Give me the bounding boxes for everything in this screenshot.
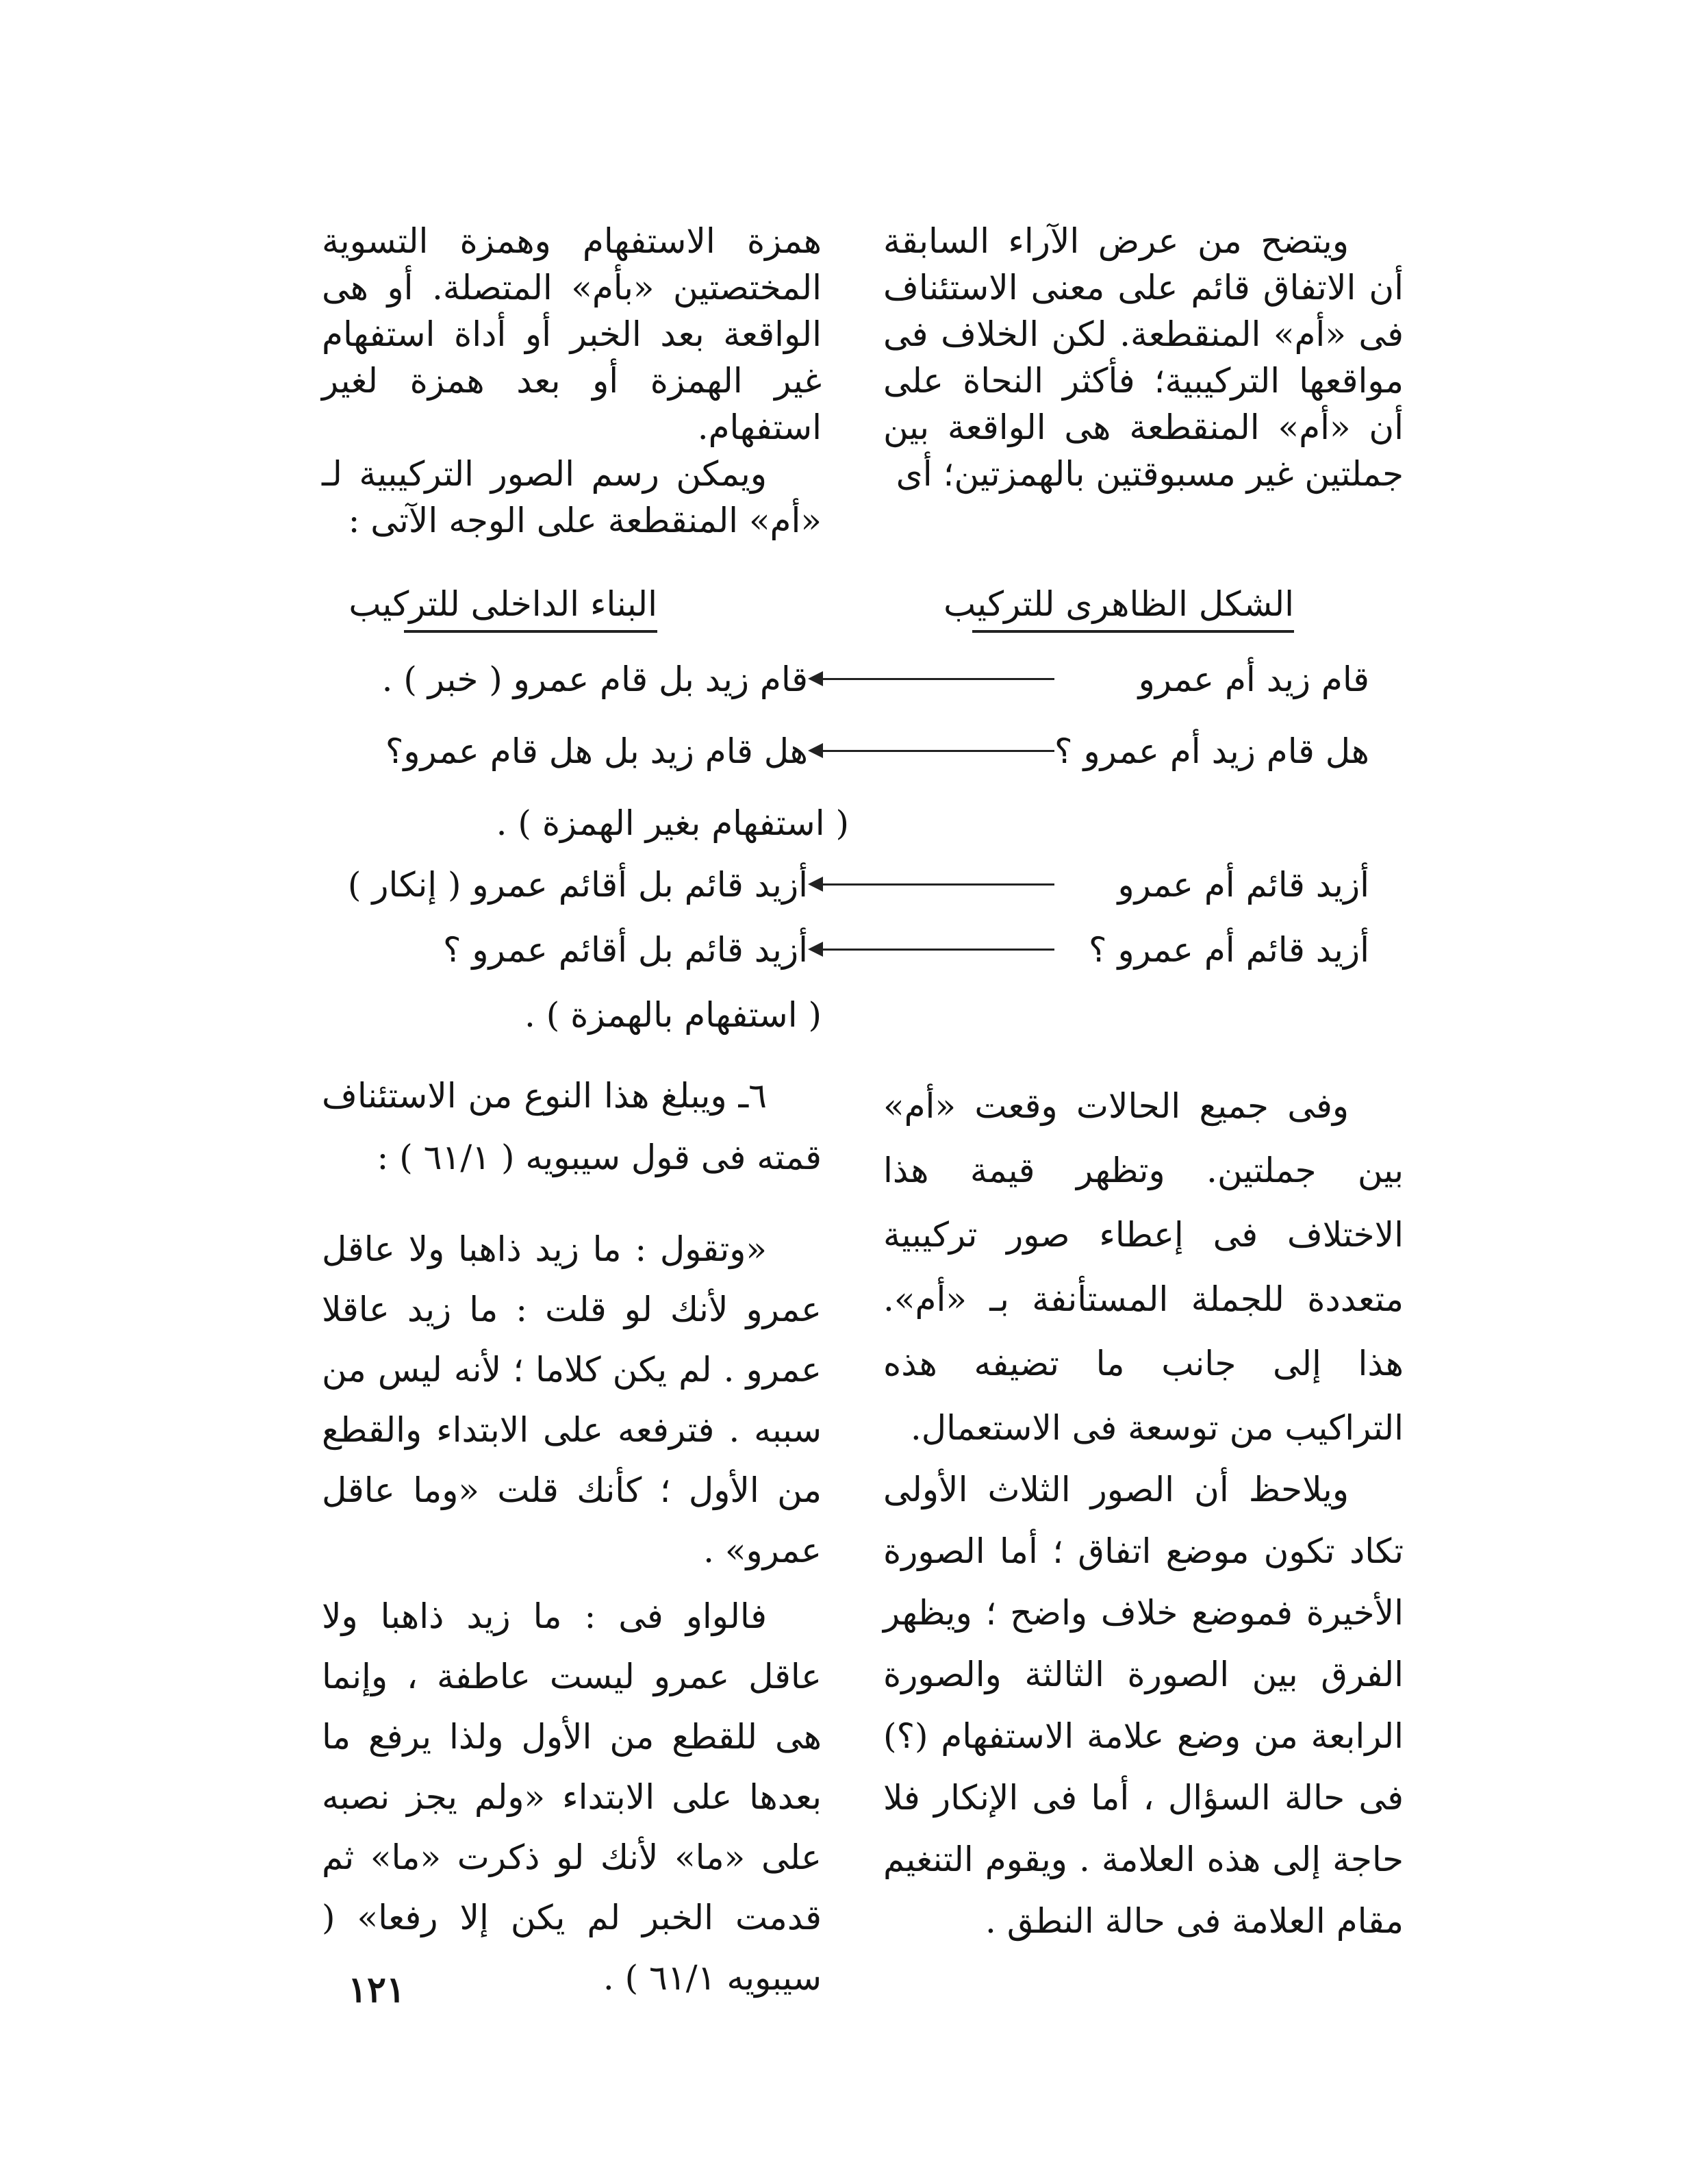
deep-form: قام زيد بل قام عمرو ( خبر ) . (381, 660, 808, 699)
arrow-icon (808, 883, 1054, 886)
table-header-surface: الشكل الظاهرى للتركيب (972, 583, 1294, 633)
surface-form: قام زيد أم عمرو (1138, 660, 1369, 699)
surface-form: أزيد قائم أم عمرو ؟ (1089, 930, 1369, 970)
table-row (0, 857, 1698, 912)
intro-left-text: همزة الاستفهام وهمزة التسوية المختصتين «بأم» المتصلة. أو هى الواقعة بعد الخبر أو أداة استفهام غير الهمزة أو بعد همزة لغير استفهام. (322, 221, 822, 447)
explanation-paragraph (322, 1586, 822, 2008)
intro-paragraph-right (883, 218, 1404, 497)
table-row (0, 652, 1698, 707)
intro-right-text: ويتضح من عرض الآراء السابقة أن الاتفاق قائم على معنى الاستئناف فى «أم» المنقطعة. لكن الخلاف فى مواقعها التركيبية؛ فأكثر النحاة على أن «أم» المنقطعة هى الواقعة بين جملتين غير مسبوقتين بالهمزتين؛ أى (883, 221, 1404, 494)
surface-form: هل قام زيد أم عمرو ؟ (1054, 731, 1369, 771)
observation-text: ويلاحظ أن الصور الثلاث الأولى تكاد تكون موضع اتفاق ؛ أما الصورة الأخيرة فموضع خلاف واضح ؛ ويظهر الفرق بين الصورة الثالثة والصورة الرابعة من وضع علامة الاستفهام (؟) فى حالة السؤال ، أما فى الإنكار فلا حاجة إلى هذه العلامة . ويقوم التنغيم مقام العلامة فى حالة النطق . (883, 1470, 1404, 1941)
arrow-icon (808, 678, 1054, 681)
surface-form: أزيد قائم أم عمرو (1117, 865, 1369, 905)
deep-form: أزيد قائم بل أقائم عمرو ؟ (442, 930, 808, 970)
deep-form: أزيد قائم بل أقائم عمرو ( إنكار ) (347, 865, 808, 905)
quotation-text: «وتقول : ما زيد ذاهبا ولا عاقل عمرو لأنك لو قلت : ما زيد عاقلا عمرو . لم يكن كلاما ؛ لأنه ليس من سببه . فترفعه على الابتداء والقطع من الأول ؛ كأنك قلت «وما عاقل عمرو» . (322, 1229, 822, 1570)
middle-paragraph-left (322, 1065, 822, 1188)
observation-paragraph (883, 1459, 1404, 1952)
middle-right-text: وفى جميع الحالات وقعت «أم» بين جملتين. وتظهر قيمة هذا الاختلاف فى إعطاء صور تركيبية متعددة للجملة المستأنفة بـ «أم». هذا إلى جانب ما تضيفه هذه التراكيب من توسعة فى الاستعمال. (883, 1086, 1404, 1448)
intro-paragraph-left (322, 218, 822, 544)
table-row (0, 922, 1698, 977)
page-number: ١٢١ (348, 1969, 405, 2011)
deep-form: هل قام زيد بل هل قام عمرو؟ (385, 731, 808, 771)
arrow-icon (808, 949, 1054, 951)
table-row (0, 724, 1698, 779)
middle-left-text: ٦ـ ويبلغ هذا النوع من الاستئناف قمته فى قول سيبويه ( ٦١/١ ) : (322, 1076, 822, 1177)
table-header-deep: البناء الداخلى للتركيب (404, 583, 657, 633)
table-note: ( استفهام بغير الهمزة ) . (496, 803, 849, 843)
table-note: ( استفهام بالهمزة ) . (524, 995, 822, 1035)
explanation-text: فالواو فى : ما زيد ذاهبا ولا عاقل عمرو ليست عاطفة ، وإنما هى للقطع من الأول ولذا يرفع ما بعدها على الابتداء «ولم يجز نصبه على «ما» لأنك لو ذكرت «ما» ثم قدمت الخبر لم يكن إلا رفعا» ( سيبويه ٦١/١ ) . (322, 1596, 822, 1998)
arrow-icon (808, 750, 1054, 753)
intro-left-text-2: ويمكن رسم الصور التركيبية لـ «أم» المنقطعة على الوجه الآتى : (322, 454, 822, 540)
quotation-paragraph (322, 1219, 822, 1581)
middle-paragraph-right (883, 1074, 1404, 1460)
